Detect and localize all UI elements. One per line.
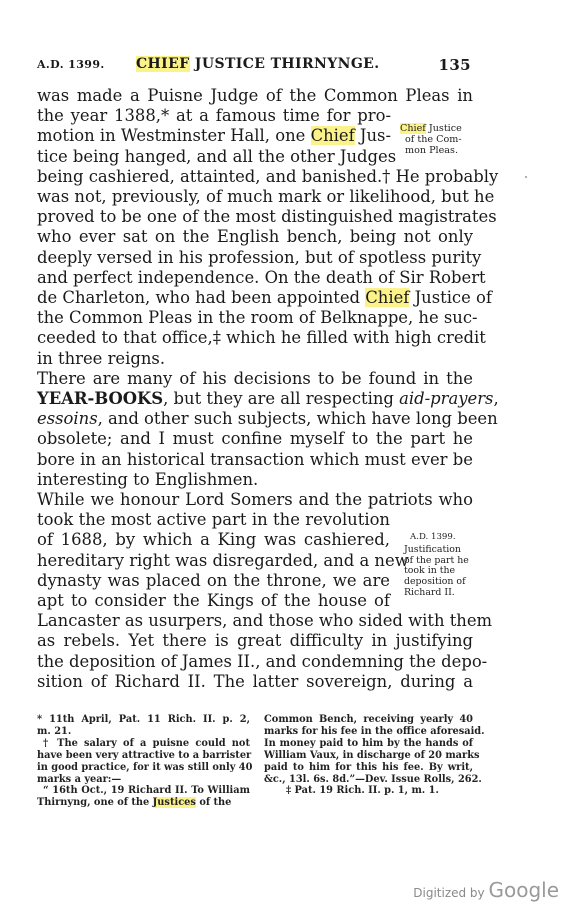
digitized-by-google-watermark (413, 878, 559, 902)
text-line (37, 389, 499, 409)
footnote-line: m. 21. (37, 725, 72, 737)
text-line (37, 571, 390, 591)
speck (525, 176, 527, 178)
text-line (37, 651, 488, 672)
header-title (136, 56, 380, 72)
text-line (37, 631, 473, 651)
footnote-line: ‡ Pat. 19 Rich. II. p. 1, m. 1. (286, 785, 439, 797)
text-line (37, 510, 390, 530)
text-segment: and perfect independence. On the death of Sir Robert (37, 267, 486, 287)
footnote-text: Thirnyng, one of the (37, 797, 153, 809)
footnote-line (37, 797, 250, 809)
footnote-line: † The salary of a puisne could not (43, 737, 250, 749)
text-segment: deeply versed in his profession, but of spotless purity (37, 247, 482, 267)
margin-note-text: mon Pleas. (405, 144, 458, 156)
text-segment: interesting to Englishmen. (37, 469, 259, 489)
text-segment: dynasty was placed on the throne, we are (37, 570, 390, 590)
text-segment: of 1688, by which a King was cashiered, (37, 530, 390, 550)
text-segment: essoins, and other such subjects, which have long been (37, 409, 498, 429)
page-number: 135 (438, 56, 471, 74)
margin-note-text: Justification (404, 543, 461, 555)
text-segment: While we honour Lord Somers and the patriots who (37, 490, 473, 509)
text-line (37, 369, 473, 389)
text-segment: motion in Westminster Hall, one (37, 126, 311, 146)
text-segment: apt to consider the Kings of the house of (37, 591, 390, 610)
header-date: A.D. 1399. (37, 58, 105, 71)
google-logo: Google (488, 878, 559, 902)
text-segment: hereditary right was disregarded, and a new (37, 550, 409, 570)
margin-note-text: Justice (425, 123, 462, 134)
margin-note-date: A.D. 1399. (410, 532, 456, 542)
text-line (37, 550, 409, 571)
text-line (37, 86, 473, 106)
text-line (37, 429, 473, 449)
footnote-line: “ 16th Oct., 19 Richard II. To William (43, 785, 250, 797)
footnote-line: marks for his fee in the office aforesaid. (264, 725, 485, 737)
footnote-line: Common Bench, receiving yearly 40 (264, 714, 473, 725)
text-segment: There are many of his decisions to be found in the (37, 368, 473, 388)
text-segment: sition of Richard II. The latter sovereign, during a (37, 671, 473, 691)
text-line (37, 288, 492, 308)
footnote-line: paid to him for this his fee. By writ, (264, 761, 473, 773)
footnote-line: have been very attractive to a barrister (37, 749, 252, 761)
text-segment: the Common Pleas in the room of Belknappe, he suc- (37, 308, 478, 328)
text-line (37, 591, 390, 611)
footnote-line: marks a year:— (37, 773, 122, 785)
margin-note-justification (404, 532, 469, 599)
text-line (37, 187, 495, 207)
text-line (37, 247, 482, 268)
margin-note-text: of the Com- (405, 133, 462, 145)
text-line (37, 126, 391, 146)
text-segment: ceeded to that office,‡ which he filled with high credit (37, 328, 486, 348)
margin-note-text: deposition of (404, 576, 466, 588)
text-segment: who ever sat on the English bench, being not only (37, 227, 473, 247)
text-line (37, 470, 473, 490)
text-line (37, 611, 493, 631)
text-line (37, 450, 473, 470)
text-line (37, 227, 473, 247)
text-line (37, 672, 473, 692)
running-header (37, 56, 471, 78)
text-segment: bore in an historical transaction which must ever be (37, 449, 473, 469)
margin-note-text: Richard II. (404, 586, 455, 598)
footnote-text: of the (195, 797, 232, 809)
text-segment: proved to be one of the most distinguished magistrates (37, 207, 497, 227)
text-line (37, 106, 391, 126)
margin-note-chief-justice (400, 124, 462, 156)
footnote-line: * 11th April, Pat. 11 Rich. II. p. 2, (37, 714, 250, 725)
footnote-highlight: Justices (152, 797, 196, 809)
text-line (37, 146, 397, 167)
text-segment: obsolete; and I must confine myself to the part he (37, 429, 473, 449)
watermark-prefix: Digitized by (413, 886, 489, 900)
text-segment: was made a Puisne Judge of the Common Pleas in (37, 86, 473, 105)
text-line (37, 328, 486, 348)
text-line (37, 349, 473, 369)
text-line (37, 207, 497, 227)
footnote-line: William Vaux, in discharge of 20 marks (264, 749, 480, 761)
text-segment: de Charleton, who had been appointed (37, 288, 366, 307)
text-segment: the deposition of James II., and condemning the depo- (37, 651, 488, 671)
footnote-line: In money paid to him by the hands of (264, 737, 473, 749)
footnote-line: &c., 13l. 6s. 8d.”—Dev. Issue Rolls, 262. (264, 773, 482, 785)
text-line (37, 308, 478, 328)
header-title-rest: JUSTICE THIRNYNGE. (189, 56, 380, 72)
text-segment: Jus- (354, 126, 391, 146)
text-segment: took the most active part in the revolution (37, 510, 390, 530)
text-segment: Lancaster as usurpers, and those who sided with them (37, 611, 493, 631)
highlight-chief: Chief (310, 126, 355, 146)
header-title-highlight: CHIEF (136, 56, 190, 72)
margin-note-text: of the part he (404, 554, 469, 566)
text-line (37, 530, 390, 550)
text-segment: being cashiered, attainted, and banished.† He probably (37, 166, 499, 186)
text-segment: tice being hanged, and all the other Judges (37, 146, 397, 166)
text-segment: was not, previously, of much mark or likelihood, but he (37, 187, 495, 206)
footnotes-left (37, 714, 253, 809)
margin-note-text: took in the (404, 565, 456, 577)
text-segment: Justice of (409, 288, 492, 307)
highlight-chief: Chief (365, 288, 410, 307)
text-segment: in three reigns. (37, 348, 166, 368)
text-line (37, 490, 473, 510)
margin-note-highlight: Chief (400, 123, 426, 134)
text-segment: YEAR-BOOKS, but they are all respecting aid-prayers, (37, 389, 499, 408)
text-line (37, 267, 486, 288)
footnotes-right (264, 714, 485, 797)
text-line (37, 409, 498, 429)
text-segment: the year 1388,* at a famous time for pro- (37, 106, 391, 126)
text-segment: as rebels. Yet there is great difficulty in justifying (37, 631, 473, 651)
text-line (37, 166, 499, 187)
footnote-line: in good practice, for it was still only 40 (37, 761, 253, 773)
